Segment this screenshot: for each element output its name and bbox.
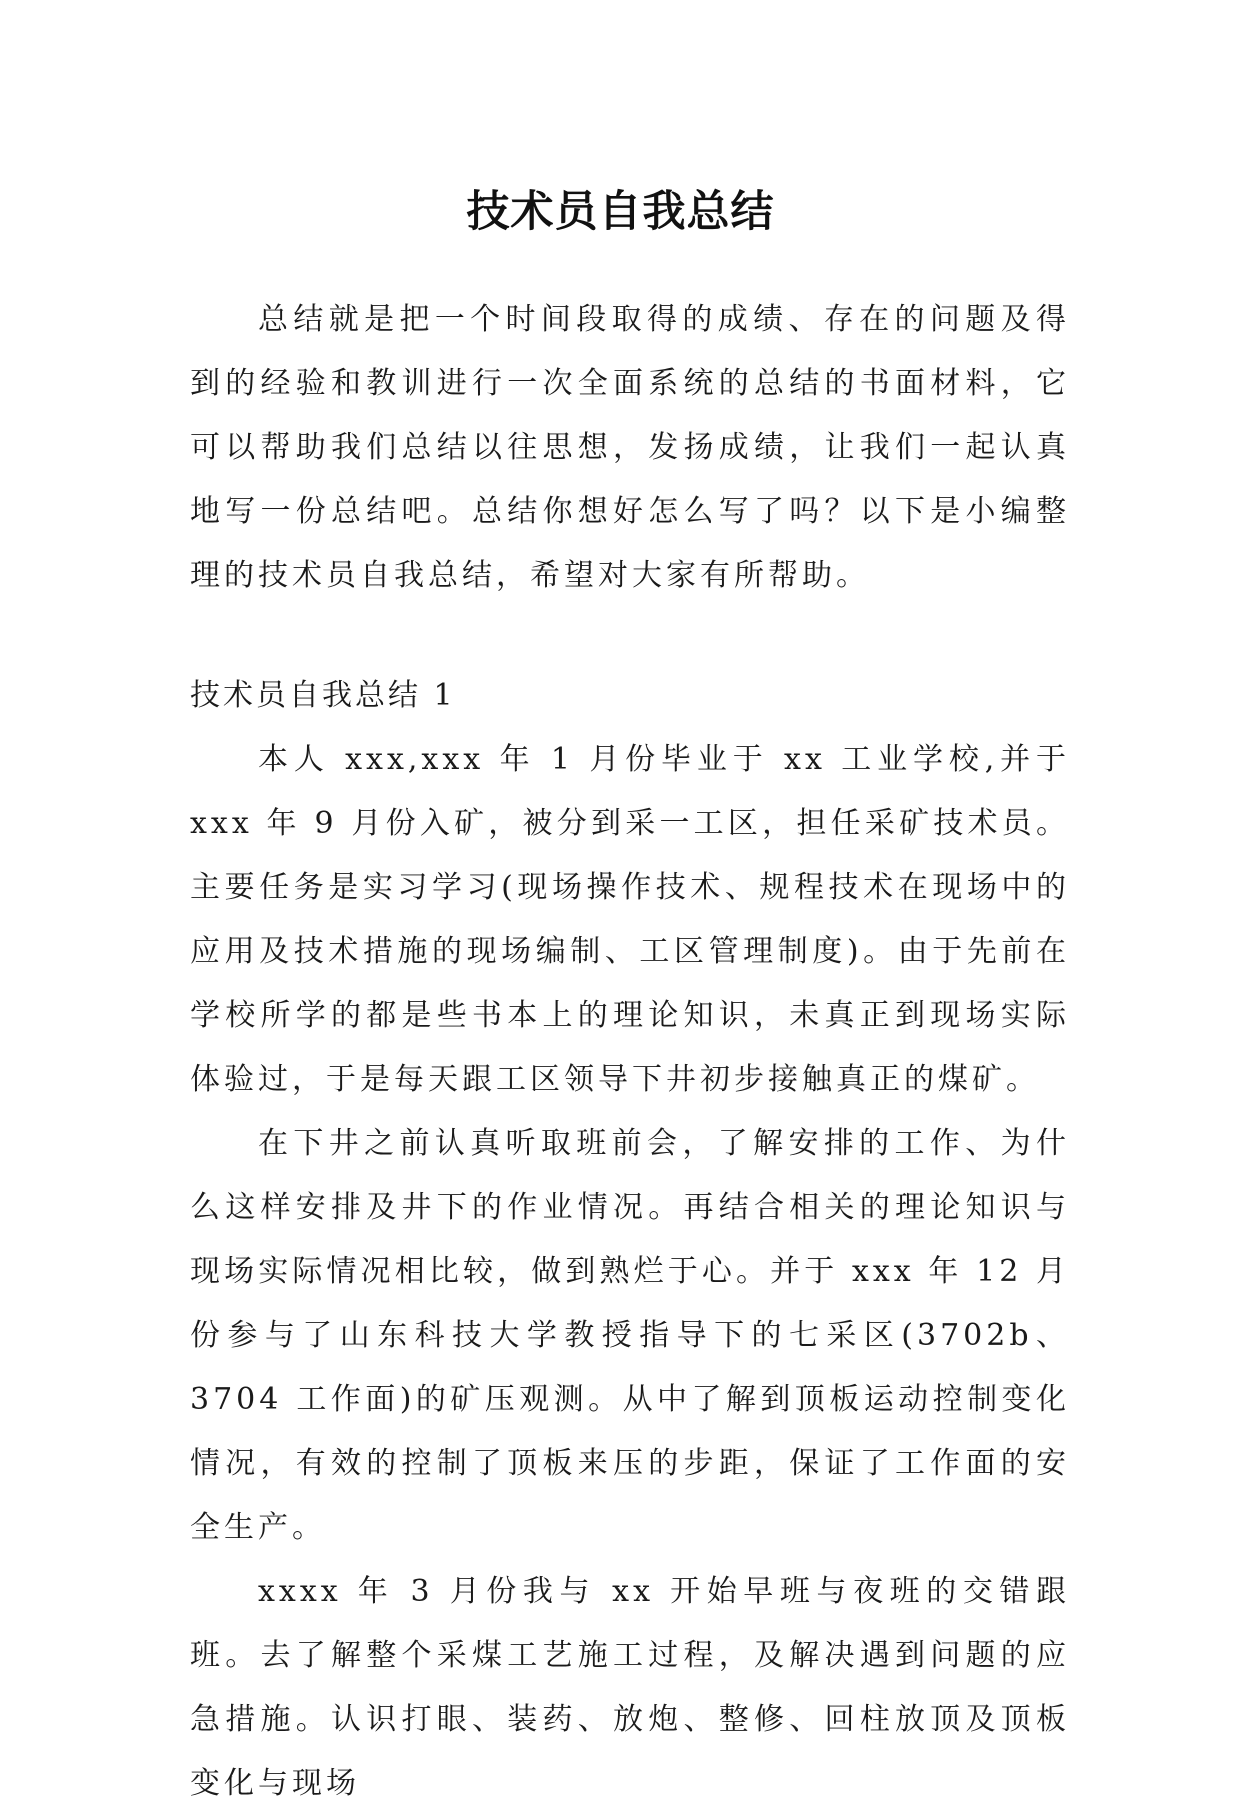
body-paragraph-3: xxxx 年 3 月份我与 xx 开始早班与夜班的交错跟班。去了解整个采煤工艺施工过程，及解决遇到问题的应急措施。认识打眼、装药、放炮、整修、回柱放顶及顶板变化与现场 — [190, 1574, 1070, 1801]
document-body — [190, 288, 1070, 1816]
document-title: 技术员自我总结 — [466, 186, 775, 237]
section-heading: 技术员自我总结 1 — [190, 678, 456, 713]
body-paragraph-2: 在下井之前认真听取班前会，了解安排的工作、为什么这样安排及井下的作业情况。再结合相关的理论知识与现场实际情况相比较，做到熟烂于心。并于 xxx 年 12 月份参与了山东科技大学教授指导下的七采区(3702b、3704 工作面)的矿压观测。从中了解到顶板运动控制变化情况，有效的控制了顶板来压的步距，保证了工作面的安全生产。 — [190, 1126, 1070, 1545]
intro-paragraph: 总结就是把一个时间段取得的成绩、存在的问题及得到的经验和教训进行一次全面系统的总结的书面材料，它可以帮助我们总结以往思想，发扬成绩，让我们一起认真地写一份总结吧。总结你想好怎么写了吗？以下是小编整理的技术员自我总结，希望对大家有所帮助。 — [190, 302, 1070, 593]
body-paragraph-1: 本人 xxx,xxx 年 1 月份毕业于 xx 工业学校,并于 xxx 年 9 月份入矿，被分到采一工区，担任采矿技术员。主要任务是实习学习(现场操作技术、规程技术在现场中的应用及技术措施的现场编制、工区管理制度)。由于先前在学校所学的都是些书本上的理论知识，未真正到现场实际体验过，于是每天跟工区领导下井初步接触真正的煤矿。 — [190, 742, 1070, 1097]
